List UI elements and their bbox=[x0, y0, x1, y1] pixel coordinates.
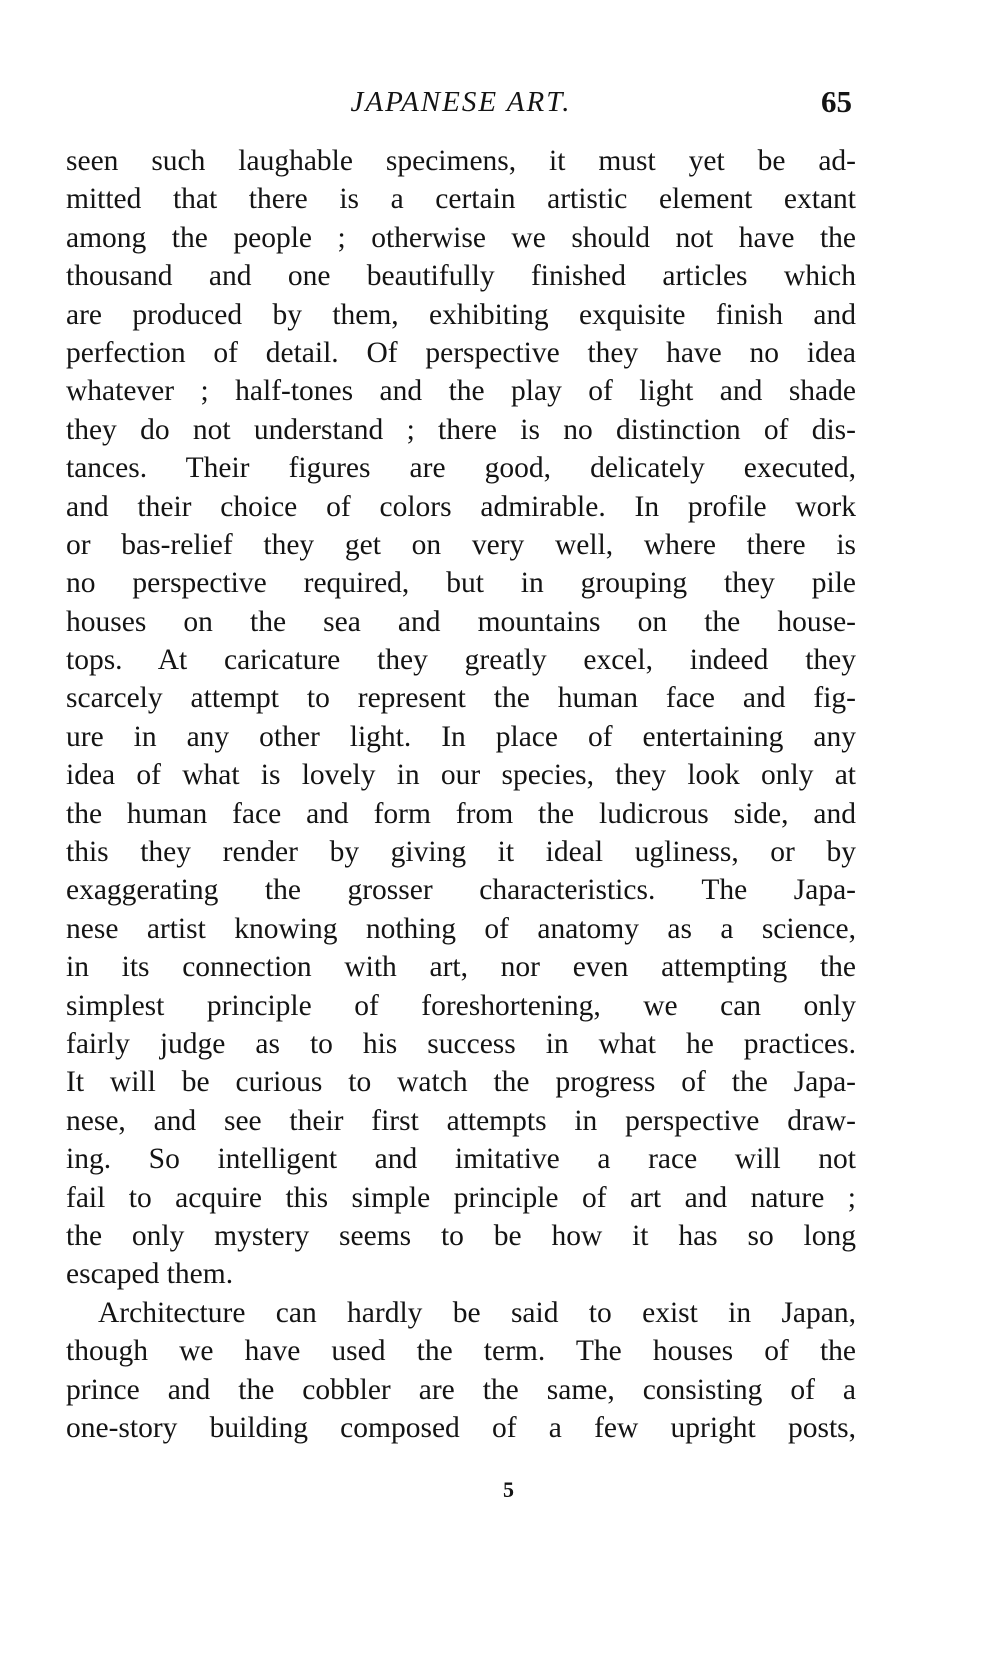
text-line: prince and the cobbler are the same, consisting of a bbox=[66, 1373, 856, 1406]
text-line: tances. Their figures are good, delicately executed, bbox=[66, 452, 856, 485]
text-line: this they render by giving it ideal ugliness, or by bbox=[66, 836, 856, 869]
text-line: idea of what is lovely in our species, they look only at bbox=[66, 759, 856, 792]
text-line: It will be curious to watch the progress of the Japa- bbox=[66, 1066, 856, 1099]
text-line: nese artist knowing nothing of anatomy as a science, bbox=[66, 912, 856, 945]
text-line: the only mystery seems to be how it has so long bbox=[66, 1219, 856, 1252]
text-line: no perspective required, but in grouping they pile bbox=[66, 567, 856, 600]
text-line: ure in any other light. In place of entertaining any bbox=[66, 720, 856, 753]
signature-mark: 5 bbox=[503, 1477, 514, 1502]
running-head bbox=[66, 82, 856, 132]
text-line: fail to acquire this simple principle of art and nature ; bbox=[66, 1181, 856, 1214]
text-line: escaped them. bbox=[66, 1258, 234, 1291]
text-line: tops. At caricature they greatly excel, indeed they bbox=[66, 644, 856, 677]
text-line: among the people ; otherwise we should not have the bbox=[66, 221, 856, 254]
text-line: ing. So intelligent and imitative a race will not bbox=[66, 1143, 856, 1176]
running-title: JAPANESE ART. bbox=[350, 86, 572, 118]
text-line: Architecture can hardly be said to exist in Japan, bbox=[98, 1296, 856, 1329]
text-line: whatever ; half-tones and the play of light and shade bbox=[66, 375, 856, 408]
text-line: one-story building composed of a few upright posts, bbox=[66, 1411, 856, 1444]
page-number: 65 bbox=[821, 84, 852, 119]
text-line: though we have used the term. The houses of the bbox=[66, 1335, 856, 1368]
text-line: nese, and see their first attempts in perspective draw- bbox=[66, 1104, 856, 1137]
text-line: they do not understand ; there is no distinction of dis- bbox=[66, 413, 856, 446]
text-line: mitted that there is a certain artistic element extant bbox=[66, 183, 856, 216]
text-line: are produced by them, exhibiting exquisite finish and bbox=[66, 298, 856, 331]
text-line: exaggerating the grosser characteristics. The Japa- bbox=[66, 874, 856, 907]
text-line: seen such laughable specimens, it must yet be ad- bbox=[66, 145, 856, 177]
body-text bbox=[66, 142, 856, 1447]
text-line: scarcely attempt to represent the human face and fig- bbox=[66, 682, 856, 715]
text-line: thousand and one beautifully finished articles which bbox=[66, 260, 856, 293]
text-line: houses on the sea and mountains on the house- bbox=[66, 605, 856, 638]
text-line: in its connection with art, nor even attempting the bbox=[66, 951, 856, 984]
text-line: and their choice of colors admirable. In profile work bbox=[66, 490, 856, 523]
text-line: the human face and form from the ludicrous side, and bbox=[66, 797, 856, 830]
text-line: simplest principle of foreshortening, we can only bbox=[66, 989, 856, 1022]
text-line: fairly judge as to his success in what he practices. bbox=[66, 1027, 856, 1060]
text-line: perfection of detail. Of perspective they have no idea bbox=[66, 336, 856, 369]
text-line: or bas-relief they get on very well, where there is bbox=[66, 528, 856, 561]
